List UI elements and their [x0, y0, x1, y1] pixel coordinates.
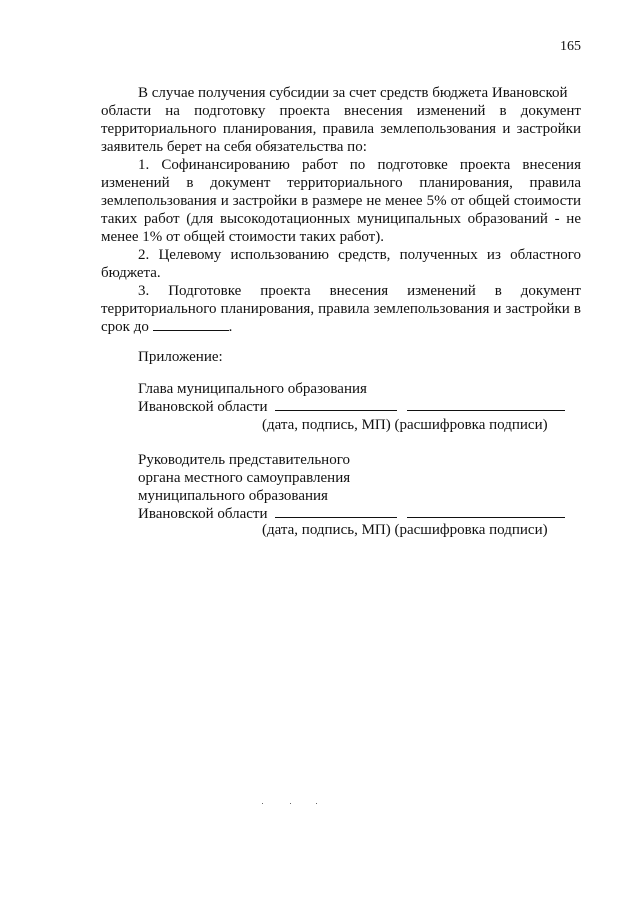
page-number: 165: [560, 39, 581, 54]
sig1-region: [138, 398, 565, 416]
item2-line-2: бюджета.: [101, 265, 161, 281]
sig1-position: Глава муниципального образования: [138, 381, 367, 397]
intro-line-2: области на подготовку проекта внесения изменений в документ: [101, 103, 581, 119]
item3-line-1: 3. Подготовке проекта внесения изменений в документ: [138, 283, 581, 299]
item1-line-5: менее 1% от общей стоимости таких работ).: [101, 229, 384, 245]
intro-line-1: В случае получения субсидии за счет средств бюджета Ивановской: [138, 85, 568, 101]
sig1-decoding-blank: [407, 398, 565, 411]
sig2-line-1: Руководитель представительного: [138, 452, 350, 468]
scan-speck: [290, 803, 291, 804]
sig2-line-3: муниципального образования: [138, 488, 328, 504]
sig2-region-text: Ивановской области: [138, 506, 268, 522]
item1-line-1: 1. Софинансированию работ по подготовке проекта внесения: [138, 157, 581, 173]
scan-speck: [316, 803, 317, 804]
sig2-caption: (дата, подпись, МП) (расшифровка подписи): [262, 522, 548, 538]
intro-line-4: заявитель берет на себя обязательства по:: [101, 139, 367, 155]
sig1-caption: (дата, подпись, МП) (расшифровка подписи): [262, 417, 548, 433]
deadline-blank: [153, 318, 229, 331]
sig2-signature-blank: [275, 505, 397, 518]
item2-line-1: 2. Целевому использованию средств, полученных из областного: [138, 247, 581, 263]
sig1-signature-blank: [275, 398, 397, 411]
sig1-region-text: Ивановской области: [138, 399, 268, 415]
item1-line-4: таких работ (для высокодотационных муниципальных образований - не: [101, 211, 581, 227]
sig2-decoding-blank: [407, 505, 565, 518]
sig2-line-2: органа местного самоуправления: [138, 470, 351, 486]
item3-line-2: территориального планирования, правила землепользования и застройки в: [101, 301, 581, 317]
item1-line-2: изменений в документ территориального планирования, правила: [101, 175, 581, 191]
item3-line-3: [101, 318, 232, 336]
scan-speck: [262, 803, 263, 804]
appendix-label: Приложение:: [138, 349, 223, 365]
deadline-period: .: [228, 319, 233, 335]
item1-line-3: землепользования и застройки в размере не менее 5% от общей стоимости: [101, 193, 581, 209]
intro-line-3: территориального планирования, правила землепользования и застройки: [101, 121, 581, 137]
deadline-label: срок до: [101, 319, 149, 335]
